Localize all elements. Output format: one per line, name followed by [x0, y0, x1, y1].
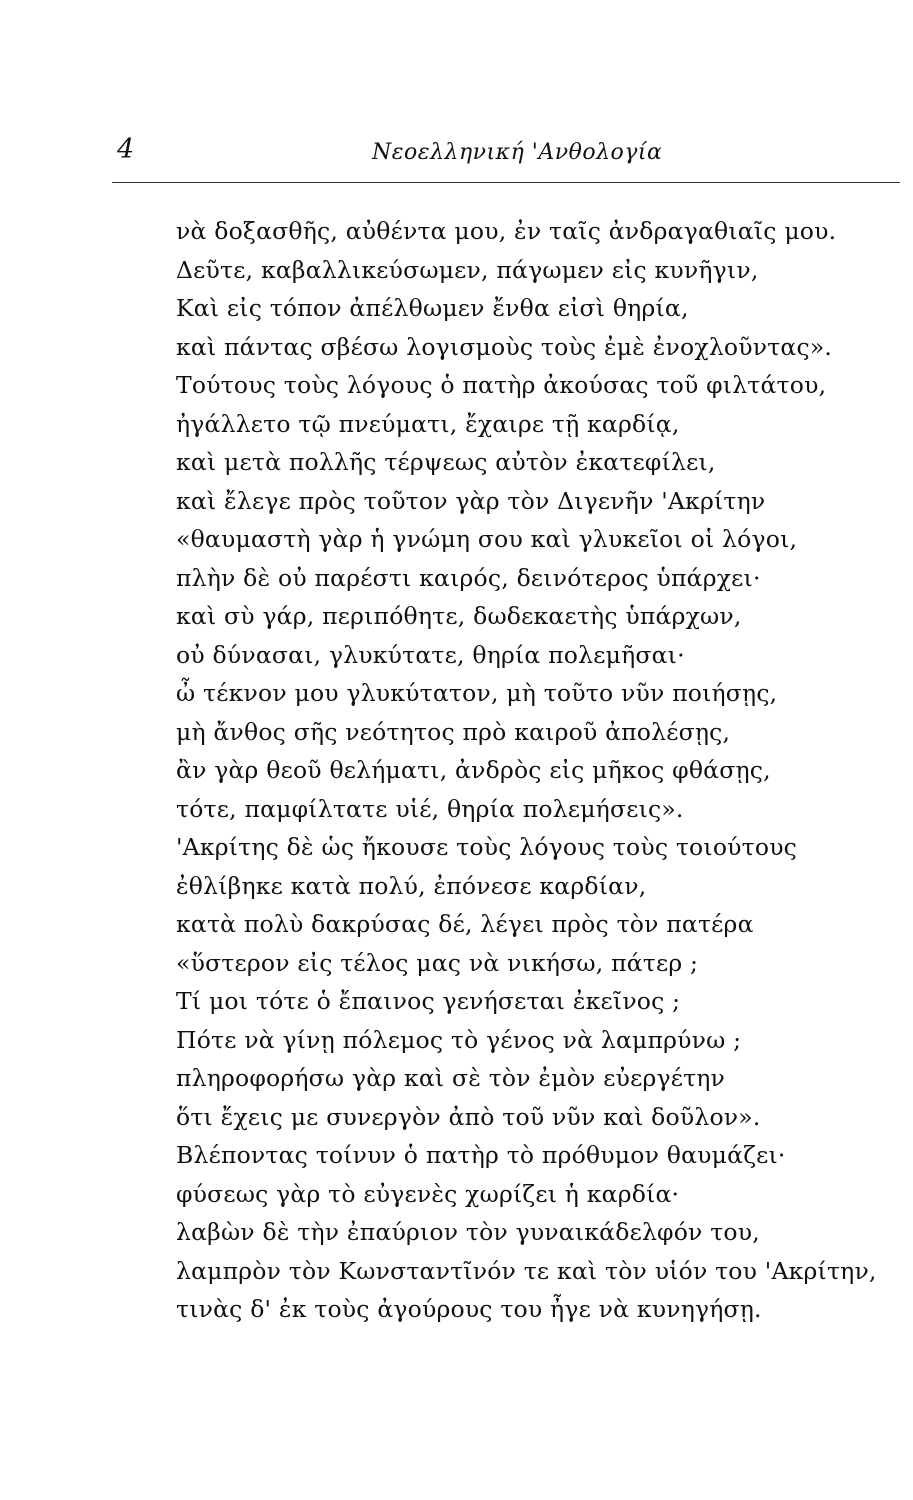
verse-line: καὶ σὺ γάρ, περιπόθητε, δωδεκαετὴς ὑπάρχων, [176, 602, 742, 630]
page-number: 4 [117, 134, 135, 165]
verse-line: λαμπρὸν τὸν Κωνσταντῖνόν τε καὶ τὸν υἱόν του 'Ακρίτην, [176, 1256, 877, 1285]
verse-line: νὰ δοξασθῆς, αὐθέντα μου, ἐν ταῖς ἀνδραγαθιαῖς μου. [176, 217, 837, 245]
verse-line: ἐθλίβηκε κατὰ πολύ, ἐπόνεσε καρδίαν, [176, 871, 647, 900]
verse-line: λαβὼν δὲ τὴν ἐπαύριον τὸν γυναικάδελφόν του, [176, 1218, 760, 1246]
verse-line: οὐ δύνασαι, γλυκύτατε, θηρία πολεμῆσαι· [176, 640, 685, 669]
verse-line: Δεῦτε, καβαλλικεύσωμεν, πάγωμεν εἰς κυνῆγιν, [176, 255, 759, 284]
verse-line: πλὴν δὲ οὐ παρέστι καιρός, δεινότερος ὑπάρχει· [176, 563, 761, 592]
verse-line: ἠγάλλετο τῷ πνεύματι, ἔχαιρε τῇ καρδίᾳ, [176, 409, 680, 438]
verse-line: ὅτι ἔχεις με συνεργὸν ἀπὸ τοῦ νῦν καὶ δοῦλον». [176, 1102, 761, 1131]
verse-line: μὴ ἄνθος σῆς νεότητος πρὸ καιροῦ ἀπολέσῃς, [176, 717, 731, 746]
verse-line: ὦ τέκνον μου γλυκύτατον, μὴ τοῦτο νῦν ποιήσῃς, [176, 679, 778, 707]
verse-line: πληροφορήσω γὰρ καὶ σὲ τὸν ἐμὸν εὐεργέτην [176, 1064, 726, 1092]
verse-line: Τούτους τοὺς λόγους ὁ πατὴρ ἀκούσας τοῦ φιλτάτου, [176, 371, 827, 399]
header-rule [112, 182, 900, 183]
verse-line: «θαυμαστὴ γὰρ ἡ γνώμη σου καὶ γλυκεῖοι οἱ λόγοι, [176, 525, 798, 553]
poem-verses [176, 212, 896, 1329]
verse-line: καὶ πάντας σβέσω λογισμοὺς τοὺς ἐμὲ ἐνοχλοῦντας». [176, 332, 833, 361]
verse-line: κατὰ πολὺ δακρύσας δέ, λέγει πρὸς τὸν πατέρα [176, 910, 754, 938]
verse-line: φύσεως γὰρ τὸ εὐγενὲς χωρίζει ἡ καρδία· [176, 1179, 680, 1208]
verse-line: καὶ μετὰ πολλῆς τέρψεως αὐτὸν ἐκατεφίλει, [176, 448, 716, 476]
verse-line: Βλέποντας τοίνυν ὁ πατὴρ τὸ πρόθυμον θαυμάζει· [176, 1141, 786, 1169]
verse-line: ἂν γὰρ θεοῦ θελήματι, ἀνδρὸς εἰς μῆκος φθάσῃς, [176, 756, 771, 784]
running-title: Νεοελληνική 'Ανθολογία [372, 140, 663, 165]
verse-line: Τί μοι τότε ὁ ἔπαινος γενήσεται ἐκεῖνος ; [176, 987, 681, 1015]
verse-line: Πότε νὰ γίνῃ πόλεμος τὸ γένος νὰ λαμπρύνω ; [176, 1025, 742, 1054]
verse-line: Καὶ εἰς τόπον ἀπέλθωμεν ἔνθα εἰσὶ θηρία, [176, 294, 689, 322]
verse-line: τότε, παμφίλτατε υἱέ, θηρία πολεμήσεις». [176, 794, 684, 823]
verse-line: τινὰς δ' ἐκ τοὺς ἀγούρους του ἦγε νὰ κυνηγήσῃ. [176, 1295, 762, 1323]
verse-line: καὶ ἔλεγε πρὸς τοῦτον γὰρ τὸν Διγενῆν 'Ακρίτην [176, 486, 766, 515]
verse-line: 'Ακρίτης δὲ ὡς ἤκουσε τοὺς λόγους τοὺς τοιούτους [176, 833, 798, 861]
verse-line: «ὕστερον εἰς τέλος μας νὰ νικήσω, πάτερ ; [176, 948, 699, 977]
